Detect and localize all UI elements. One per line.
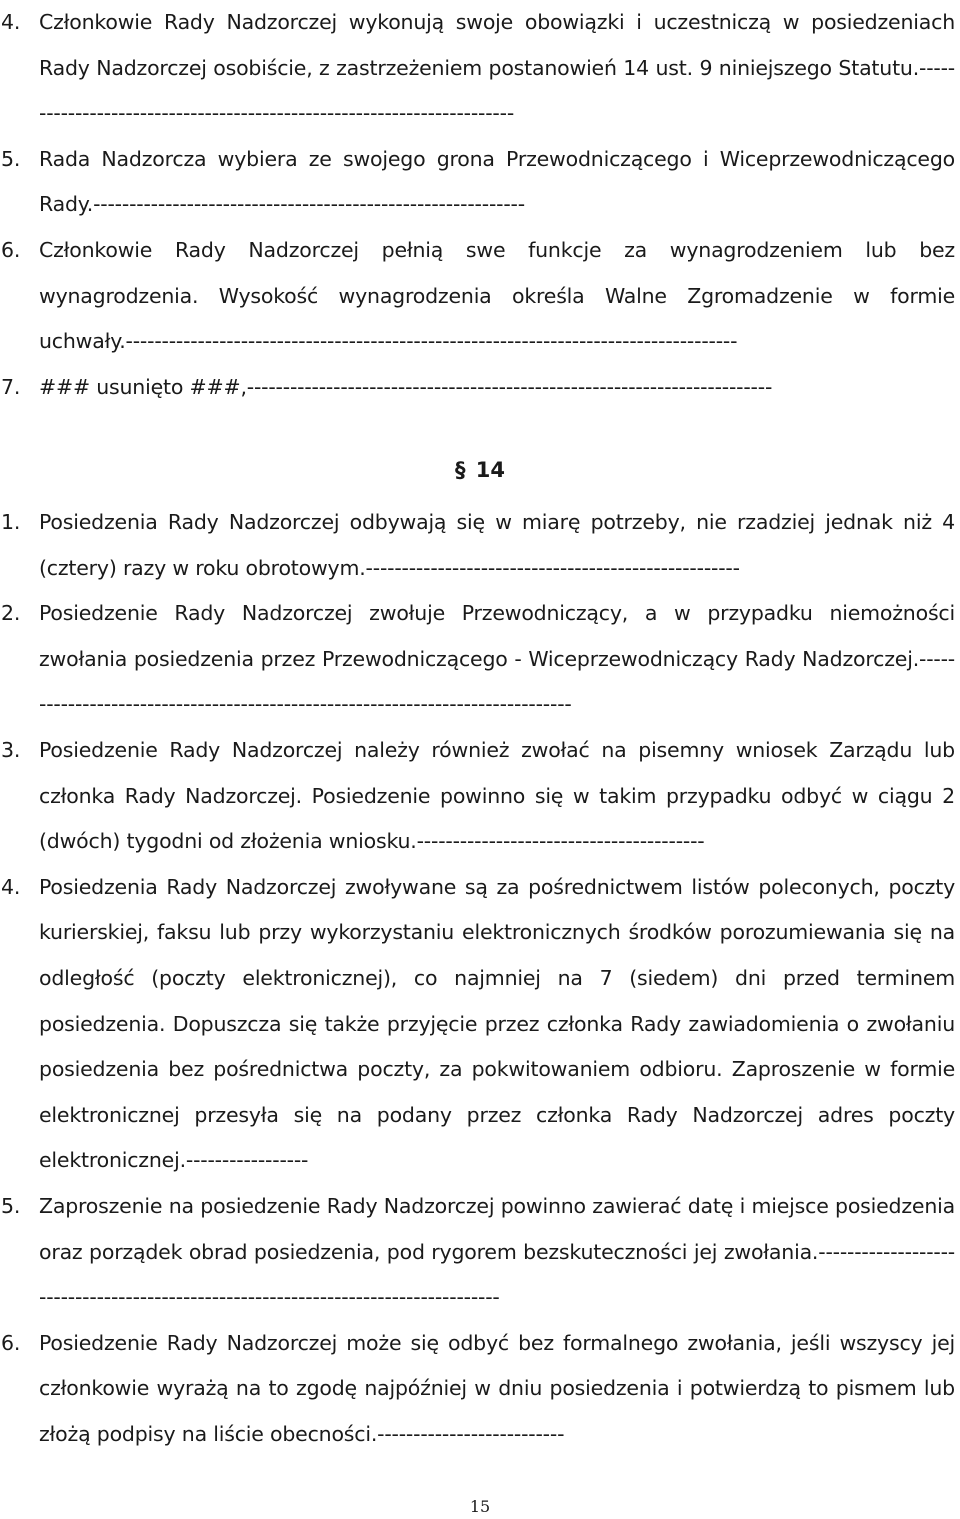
list-item <box>0 137 960 228</box>
list-item-text: Posiedzenie Rady Nadzorczej zwołuje Przewodniczący, a w przypadku niemożności zwołania posiedzenia przez Przewodniczącego - Wiceprzewodniczący Rady Nadzorczej.------------------------------------------------------------------------------- <box>39 601 955 717</box>
list-item-number: 6. <box>1 237 21 262</box>
list-item-text: ### usunięto ###,------------------------------------------------------------------------- <box>39 374 773 399</box>
paragraph-list-previous-section <box>0 0 960 410</box>
list-item-number: 5. <box>1 146 21 171</box>
list-item-number: 4. <box>1 874 21 899</box>
list-item-number: 2. <box>1 601 21 626</box>
list-item-number: 6. <box>1 1330 21 1355</box>
list-item-text: Członkowie Rady Nadzorczej wykonują swoje obowiązki i uczestniczą w posiedzeniach Rady Nadzorczej osobiście, z zastrzeżeniem postanowień 14 ust. 9 niniejszego Statutu.----------------------------------------------------------------------- <box>39 10 955 126</box>
section-heading <box>0 455 960 485</box>
list-item-number: 3. <box>1 737 21 762</box>
list-item <box>0 0 960 137</box>
list-item <box>0 500 960 591</box>
list-item <box>0 865 960 1184</box>
section-number: 14 <box>475 458 506 482</box>
page-number: 15 <box>469 1497 491 1516</box>
list-item-text: Rada Nadzorcza wybiera ze swojego grona Przewodniczącego i Wiceprzewodniczącego Rady.------------------------------------------------------------ <box>39 146 955 217</box>
list-item <box>0 728 960 865</box>
list-item <box>0 1184 960 1321</box>
list-item <box>0 365 960 411</box>
section-symbol: § <box>454 458 466 482</box>
list-item-text: Posiedzenia Rady Nadzorczej odbywają się w miarę potrzeby, nie rzadziej jednak niż 4 (cztery) razy w roku obrotowym.---------------------------------------------------- <box>39 510 955 580</box>
list-item-text: Członkowie Rady Nadzorczej pełnią swe funkcje za wynagrodzeniem lub bez wynagrodzenia. Wysokość wynagrodzenia określa Walne Zgromadzenie w formie uchwały.------------------------------------------------------------------------------------- <box>39 237 955 354</box>
list-item-text: Posiedzenia Rady Nadzorczej zwoływane są za pośrednictwem listów poleconych, poczty kurierskiej, faksu lub przy wykorzystaniu elektronicznych środków porozumiewania się na odległość (poczty elektronicznej), co najmniej na 7 (siedem) dni przed terminem posiedzenia. Dopuszcza się także przyjęcie przez członka Rady zawiadomienia o zwołaniu posiedzenia bez pośrednictwa poczty, za pokwitowaniem odbioru. Zaproszenie w formie elektronicznej przesyła się na podany przez członka Rady Nadzorczej adres poczty elektronicznej.----------------- <box>39 874 955 1173</box>
list-item-text: Zaproszenie na posiedzenie Rady Nadzorczej powinno zawierać datę i miejsce posiedzenia oraz porządek obrad posiedzenia, pod rygorem bezskuteczności jej zwołania.----------------------------------------------------------------------------------- <box>39 1193 955 1310</box>
list-item-number: 1. <box>1 510 21 534</box>
list-item <box>0 228 960 365</box>
list-item-number: 4. <box>1 10 21 34</box>
list-item <box>0 1321 960 1458</box>
list-item-text: Posiedzenie Rady Nadzorczej należy również zwołać na pisemny wniosek Zarządu lub członka Rady Nadzorczej. Posiedzenie powinno się w takim przypadku odbyć w ciągu 2 (dwóch) tygodni od złożenia wniosku.---------------------------------------- <box>39 737 955 854</box>
paragraph-list-section-14 <box>0 500 960 1457</box>
list-item <box>0 591 960 728</box>
list-item-number: 5. <box>1 1193 21 1218</box>
list-item-text: Posiedzenie Rady Nadzorczej może się odbyć bez formalnego zwołania, jeśli wszyscy jej członkowie wyrażą na to zgodę najpóźniej w dniu posiedzenia i potwierdzą to pismem lub złożą podpisy na liście obecności.-------------------------- <box>39 1330 955 1446</box>
list-item-number: 7. <box>1 374 21 399</box>
